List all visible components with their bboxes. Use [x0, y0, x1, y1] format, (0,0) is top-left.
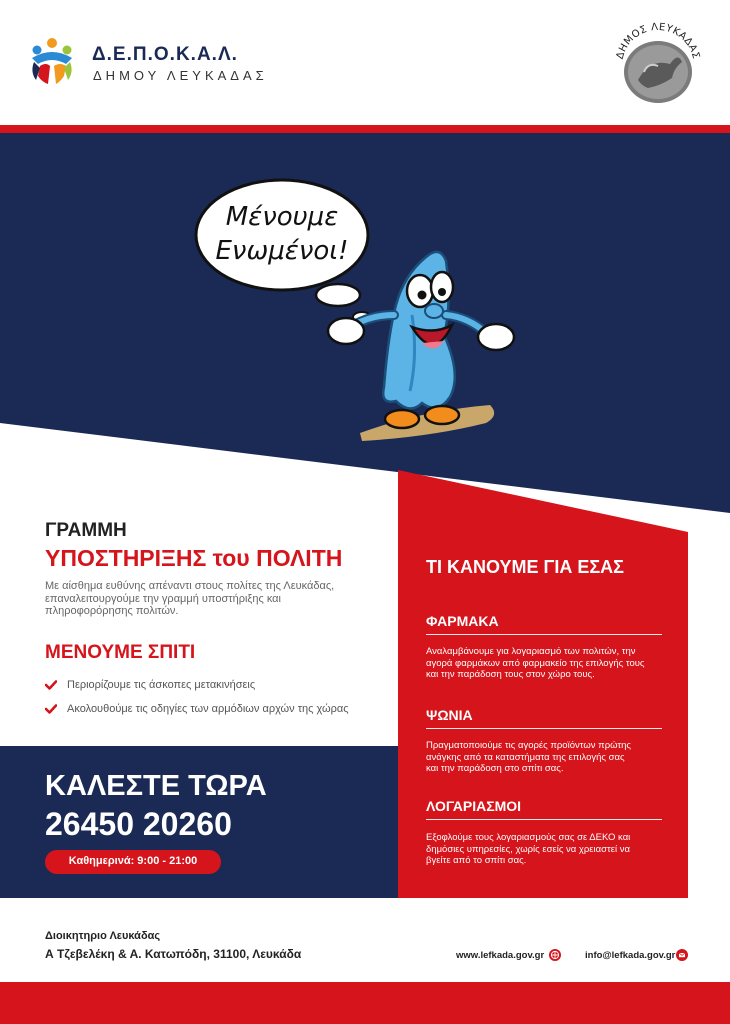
service-text-line: Αναλαμβάνουμε για λογαριασμό των πολιτών, την: [426, 646, 636, 657]
intro-line: επαναλειτουργούμε την γραμμή υποστήριξης και: [45, 592, 281, 605]
hotline-heading: ΓΡΑΜΜΗ: [45, 520, 127, 541]
website-link[interactable]: www.lefkada.gov.gr: [456, 950, 545, 961]
service-text-line: Πραγματοποιούμε τις αγορές προϊόντων πρώτης: [426, 740, 632, 751]
org-logo-icon: [26, 36, 78, 88]
checklist-item-label: Περιορίζουμε τις άσκοπες μετακινήσεις: [67, 679, 256, 691]
divider: [426, 819, 662, 820]
bubble-line-1: Μένουμε: [225, 202, 339, 232]
footer-address: Α Τζεβελέκη & Α. Κατωπόδη, 31100, Λευκάδα: [45, 947, 302, 961]
hours-badge: [45, 850, 221, 874]
service-text-line: βγείτε από το σπίτι σας.: [426, 855, 527, 866]
seal-lettering: ΔΗΜΟΣ ΛΕΥΚΑΔΑΣ: [614, 22, 702, 61]
call-title: ΚΑΛΕΣΤΕ ΤΩΡΑ: [45, 770, 267, 802]
service-text-line: και την παράδοση τους στον χώρο τους.: [426, 669, 595, 680]
service-text-line: Εξοφλούμε τους λογαριασμούς σας σε ΔΕΚΟ και: [426, 832, 631, 843]
phone-number[interactable]: 26450 20260: [45, 806, 232, 842]
service-title-bills: ΛΟΓΑΡΙΑΣΜΟΙ: [426, 798, 522, 814]
intro-paragraph: [45, 580, 345, 618]
header: [0, 0, 730, 125]
mascot-illustration: [190, 165, 530, 455]
service-text-bills: [426, 832, 662, 867]
service-title-shopping: ΨΩΝΙΑ: [426, 707, 473, 723]
service-text-line: αγορά φαρμάκων από φαρμακείο της επιλογής τους: [426, 657, 645, 669]
globe-icon: [549, 949, 561, 961]
bubble-line-2: Ενωμένοι!: [215, 236, 349, 266]
service-title-pharmacy: ΦΑΡΜΑΚΑ: [426, 613, 499, 629]
check-icon: [45, 704, 57, 714]
hotline-subheading: ΥΠΟΣΤΗΡΙΞΗΣ του ΠΟΛΙΤΗ: [45, 545, 343, 571]
mail-icon: [676, 949, 688, 961]
service-text-pharmacy: [426, 646, 662, 681]
hours-text: Καθημερινά: 9:00 - 21:00: [68, 855, 198, 867]
stay-home-title: ΜΕΝΟΥΜΕ ΣΠΙΤΙ: [45, 642, 196, 663]
footer-office-name: Διοικητηριο Λευκάδας: [45, 930, 161, 942]
service-text-shopping: [426, 740, 662, 775]
municipality-seal-icon: [608, 22, 708, 108]
checklist-item-label: Ακολουθούμε τις οδηγίες των αρμόδιων αρχών της χώρας: [67, 703, 349, 715]
intro-line: πληροφορόρησης πολιτών.: [45, 605, 179, 617]
email-link[interactable]: info@lefkada.gov.gr: [585, 950, 676, 961]
bottom-red-band: [0, 982, 730, 1024]
service-text-line: δημόσιες υπηρεσίες, χωρίς εσείς να χρειαστεί να: [426, 843, 630, 855]
service-text-line: και την παράδοση στο σπίτι σας.: [426, 763, 564, 774]
intro-line: Με αίσθημα ευθύνης απέναντι στους πολίτες της Λευκάδας,: [45, 580, 335, 592]
services-title: ΤΙ ΚΑΝΟΥΜΕ ΓΙΑ ΕΣΑΣ: [426, 557, 624, 577]
org-subtitle: ΔΗΜΟΥ ΛΕΥΚΑΔΑΣ: [93, 68, 268, 83]
divider: [426, 728, 662, 729]
org-title: Δ.Ε.Π.Ο.Κ.Α.Λ.: [92, 44, 238, 65]
divider: [426, 634, 662, 635]
top-red-stripe: [0, 125, 730, 133]
check-icon: [45, 680, 57, 690]
service-text-line: ανάγκης από τα καταστήματα της επιλογής σας: [426, 751, 625, 763]
